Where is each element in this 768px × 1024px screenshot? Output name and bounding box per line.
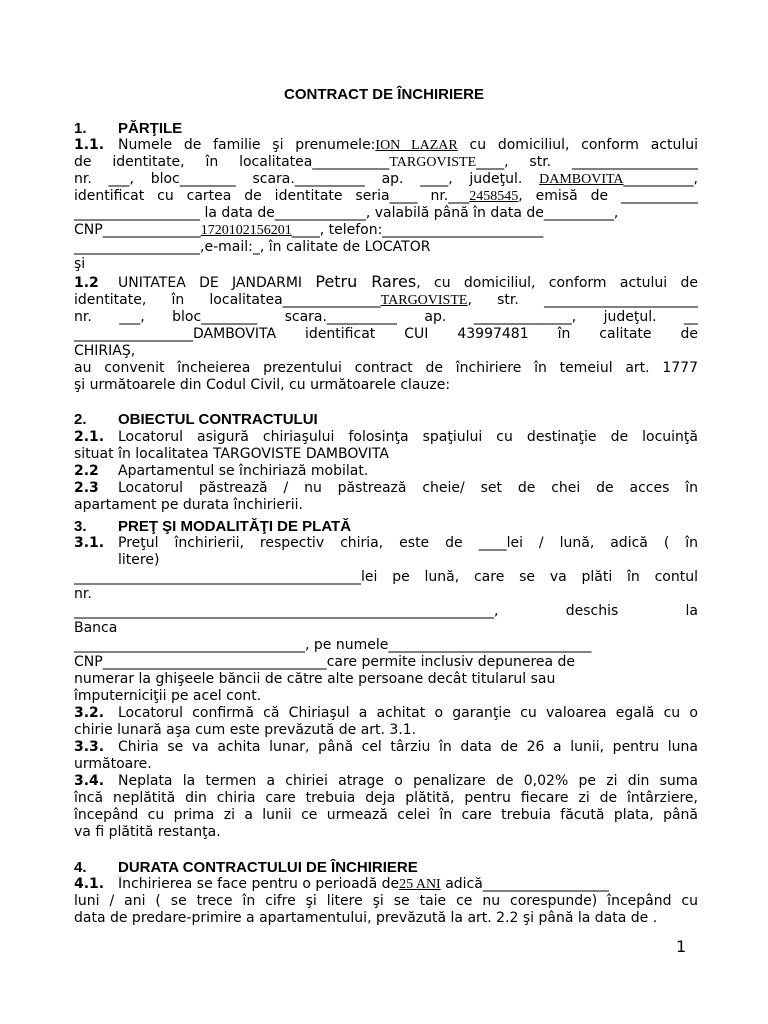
clause-1-2-line-5: CHIRIAŞ, [74, 343, 136, 359]
section-label: PREŢ ŞI MODALITĂŢI DE PLATĂ [118, 518, 352, 535]
document-title: CONTRACT DE ÎNCHIRIERE [283, 86, 484, 103]
clause-number: 3.1. [74, 535, 105, 551]
clause-1-2-line-4: _________________DAMBOVITA identificat CUI 43997481 în calitate de [74, 326, 698, 342]
page-number: 1 [676, 937, 687, 956]
clause-1-2-line-6: au convenit încheierea prezentului contract de închiriere în temeiul art. 1777 [74, 360, 698, 376]
section-number: 1. [74, 120, 87, 137]
clause-3-1-line-1: 3.1. Preţul închirierii, respectiv chiria, este de ____lei / lună, adică ( în [74, 535, 698, 551]
section-2-heading [74, 411, 698, 428]
clause-1-2-line-1: 1.2 UNITATEA DE JANDARMI Petru Rares, cu domiciliul, conform actului de [74, 273, 698, 290]
clause-3-1-line-3: _________________________________________lei pe lună, care se va plăti în contul [74, 569, 698, 585]
clause-3-4-line-1: 3.4. Neplata la termen a chiriei atrage o penalizare de 0,02% pe zi din suma [74, 773, 698, 789]
filled-institutie: Petru Rares [315, 273, 417, 290]
clause-1-1-line-6: CNP______________1720102156201____, telefon:_______________________ [74, 222, 544, 238]
filled-localitate-2: TARGOVISTE [380, 293, 468, 308]
section-number: 4. [74, 859, 87, 876]
clause-2-2: 2.2 Apartamentul se închiriază mobilat. [74, 463, 369, 479]
clause-1-1-line-7: __________________,e-mail:_, în calitate de LOCATOR [74, 239, 431, 255]
filled-cnp: 1720102156201 [200, 223, 292, 238]
section-label: OBIECTUL CONTRACTULUI [118, 411, 318, 428]
filled-ci-number: 2458545 [469, 189, 519, 204]
clause-3-1-line-7: _________________________________, pe numele_____________________________ [74, 637, 592, 653]
clause-number: 2.2 [74, 463, 99, 479]
clause-1-1-line-5: __________________ la data de_____________, valabilă până în data de__________, [74, 205, 619, 221]
clause-number: 1.2 [74, 275, 99, 290]
clause-number: 2.1. [74, 429, 105, 445]
filled-localitate: TARGOVISTE [389, 155, 477, 170]
clause-3-1-line-2: litere) [118, 552, 160, 568]
conjunction-si: şi [74, 256, 86, 272]
filled-judet: DAMBOVITA [539, 172, 624, 187]
clause-3-1-line-9: numerar la ghişeele băncii de către alte persoane decât titularul sau [74, 671, 556, 687]
filled-name: ION LAZAR [375, 138, 458, 153]
clause-3-4-line-2: încă neplătită din chiria care trebuia deja plătită, pentru fiecare zi de întârziere, [74, 790, 698, 806]
clause-3-1-line-10: împuterniciţii pe acel cont. [74, 688, 262, 704]
clause-number: 4.1. [74, 876, 105, 892]
clause-number: 3.3. [74, 739, 105, 755]
clause-3-3-line-1: 3.3. Chiria se va achita lunar, până cel târziu în data de 26 a lunii, pentru luna [74, 739, 698, 755]
clause-2-1-line-1: 2.1. Locatorul asigură chiriaşului folosinţa spaţiului cu destinaţie de locuinţă [74, 429, 698, 445]
section-4-heading [74, 859, 698, 876]
clause-3-3-line-2: următoare. [74, 756, 152, 772]
clause-1-2-line-3: nr. ___, bloc________ scara.__________ ap. ______________, judeţul. __ [74, 309, 698, 325]
clause-2-1-line-2: situat în localitatea TARGOVISTE DAMBOVITA [74, 446, 389, 462]
clause-number: 3.4. [74, 773, 105, 789]
section-label: PĂRŢILE [118, 120, 183, 137]
clause-4-1-line-2: luni / ani ( se trece în cifre şi litere şi se taie ce nu corespunde) începând cu [74, 893, 698, 909]
clause-3-4-line-4: va fi plătită restanţa. [74, 824, 221, 840]
clause-3-1-line-5: ____________________________________________________________, deschis la [74, 603, 698, 619]
clause-4-1-line-1: 4.1. Închirierea se face pentru o perioadă de25 ANI adică__________________ [74, 876, 609, 892]
section-number: 2. [74, 411, 87, 428]
clause-1-2-line-7: şi următoarele din Codul Civil, cu următoarele clauze: [74, 377, 451, 393]
clause-1-1-line-1: 1.1. Numele de familie şi prenumele:ION LAZAR cu domiciliul, conform actului [74, 137, 698, 153]
filled-perioada: 25 ANI [399, 877, 441, 892]
section-label: DURATA CONTRACTULUI DE ÎNCHIRIERE [118, 859, 418, 876]
clause-number: 2.3 [74, 480, 99, 496]
clause-number: 1.1. [74, 137, 105, 153]
clause-1-1-line-4: identificat cu cartea de identitate seria____ nr.___2458545, emisă de ___________ [74, 188, 698, 204]
section-3-heading [74, 518, 698, 535]
section-number: 3. [74, 518, 87, 535]
clause-1-1-line-3: nr. ___, bloc________ scara.__________ ap. ____, judeţul. DAMBOVITA__________, [74, 171, 698, 187]
clause-3-4-line-3: începând cu prima zi a lunii ce urmează celei în care trebuia făcută plata, până [74, 807, 698, 823]
clause-3-1-line-6: Banca [74, 620, 118, 636]
clause-1-2-line-2: identitate, în localitatea______________TARGOVISTE, str. ______________________ [74, 292, 698, 308]
clause-3-2-line-1: 3.2. Locatorul confirmă că Chiriaşul a achitat o garanţie cu valoarea egală cu o [74, 705, 698, 721]
clause-number: 3.2. [74, 705, 105, 721]
clause-1-1-line-2: de identitate, în localitatea___________TARGOVISTE____, str. __________________ [74, 154, 698, 170]
clause-3-1-line-4: nr. [74, 586, 92, 602]
clause-2-3-line-2: apartament pe durata închirierii. [74, 497, 303, 513]
section-1-heading [74, 120, 698, 137]
clause-2-3-line-1: 2.3 Locatorul păstrează / nu păstrează cheie/ set de chei de acces în [74, 480, 698, 496]
clause-3-1-line-8: CNP________________________________care permite inclusiv depunerea de [74, 654, 576, 670]
clause-4-1-line-3: data de predare-primire a apartamentului, prevăzută la art. 2.2 şi până la data de . [74, 910, 658, 926]
clause-3-2-line-2: chirie lunară aşa cum este prevăzută de art. 3.1. [74, 722, 417, 738]
